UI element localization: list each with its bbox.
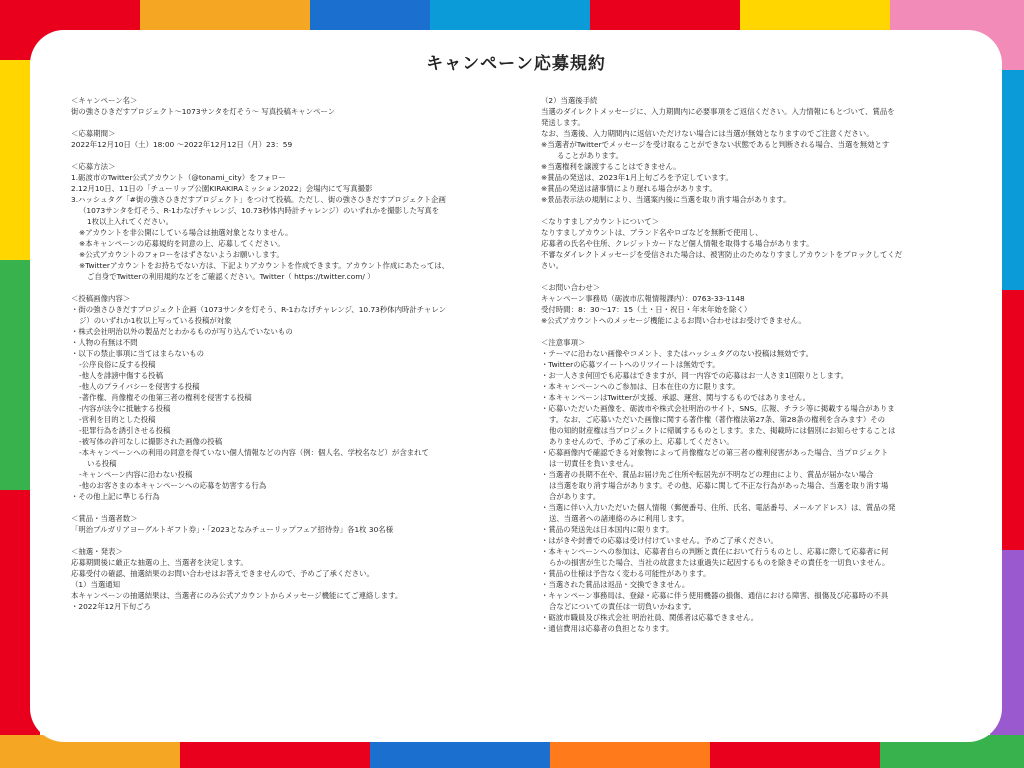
section-heading: ＜お問い合わせ＞ bbox=[541, 283, 601, 292]
section-heading: （2）当選後手続 bbox=[541, 96, 598, 105]
rules-line: ※アカウントを非公開にしている場合は抽選対象となりません。 bbox=[79, 228, 293, 237]
rules-line: ・はがきや封書での応募は受け付けていません。予めご了承ください。 bbox=[541, 536, 778, 545]
rules-line: -営利を目的とした投稿 bbox=[79, 415, 156, 424]
rules-line: ・その他上記に準じる行為 bbox=[71, 492, 160, 501]
rules-line: 発送します。 bbox=[541, 118, 585, 127]
rules-section bbox=[541, 95, 993, 205]
rules-line: いる投稿 bbox=[87, 459, 117, 468]
rules-line: 当選のダイレクトメッセージに、入力期間内に必要事項をご返信ください。入力情報にもとづいて、賞品を bbox=[541, 107, 895, 116]
rules-line: さい。 bbox=[541, 261, 564, 270]
rules-line: ・街の強さひきだすプロジェクト企画（1073サンタを灯そう、R-1わなげチャレンジ、10.73秒体内時計チャレン bbox=[71, 305, 446, 314]
rules-line: ジ）のいずれか1枚以上写っている投稿が対象 bbox=[79, 316, 232, 325]
rules-line: 街の強さひきだすプロジェクト～1073サンタを灯そう～ 写真投稿キャンペーン bbox=[71, 107, 336, 116]
rules-line: ご自身でTwitterの利用規約などをご確認ください。Twitter（ https://twitter.com/ ） bbox=[87, 272, 375, 281]
rules-line: -公序良俗に反する投稿 bbox=[79, 360, 156, 369]
rules-line: ※公式アカウントのフォローをはずさないようお願いします。 bbox=[79, 250, 284, 259]
section-heading: ＜応募方法＞ bbox=[71, 162, 116, 171]
rules-line: ・テーマに沿わない画像やコメント、またはハッシュタグのない投稿は無効です。 bbox=[541, 349, 814, 358]
rules-section bbox=[71, 95, 533, 117]
rules-section bbox=[71, 161, 533, 282]
rules-line: 送、当選者への諸連絡のみに利用します。 bbox=[549, 514, 689, 523]
rules-line: 受付時間：8：30～17：15（土・日・祝日・年末年始を除く） bbox=[541, 305, 752, 314]
rules-line: ・通信費用は応募者の負担となります。 bbox=[541, 624, 674, 633]
rules-line: ・以下の禁止事項に当てはまらないもの bbox=[71, 349, 205, 358]
rules-line: -本キャンペーンへの利用の同意を得ていない個人情報などの内容（例：個人名、学校名など）が含まれて bbox=[79, 448, 429, 457]
rules-line: ありませんので、予めご了承の上、応募してください。 bbox=[549, 437, 734, 446]
section-heading: ＜なりすましアカウントについて＞ bbox=[541, 217, 660, 226]
rules-line: ※公式アカウントへのメッセージ機能によるお問い合わせはお受けできません。 bbox=[541, 316, 806, 325]
background-shape bbox=[370, 740, 550, 768]
background-shape bbox=[550, 738, 710, 768]
rules-line: -内容が法令に抵触する投稿 bbox=[79, 404, 171, 413]
rules-line: ・キャンペーン事務局は、登録・応募に伴う使用機器の損傷、通信における障害、損傷及び応募時の不具 bbox=[541, 591, 889, 600]
rules-line: ・当選者の長期不在や、賞品お届け先ご住所や転居先が不明などの理由により、賞品が届かない場合 bbox=[541, 470, 874, 479]
rules-line: ・お一人さま何回でも応募はできますが、同一内容での応募はお一人さま1回限りとします。 bbox=[541, 371, 849, 380]
right-column bbox=[541, 95, 993, 634]
rules-line: ・本キャンペーンへの参加は、応募者自らの判断と責任において行うものとし、応募に際して応募者に何 bbox=[541, 547, 889, 556]
rules-line: ・本キャンペーンへのご参加は、日本在住の方に限ります。 bbox=[541, 382, 740, 391]
rules-line: ・2022年12月下旬ごろ bbox=[71, 602, 151, 611]
rules-line: は当選を取り消す場合があります。その他、応募に関して不正な行為があった場合、当選を取り消す場 bbox=[549, 481, 889, 490]
rules-line: -著作権、肖像権その他第三者の権利を侵害する投稿 bbox=[79, 393, 252, 402]
rules-line: ※本キャンペーンの応募規約を同意の上、応募してください。 bbox=[79, 239, 285, 248]
rules-line: ・当選された賞品は返品・交換できません。 bbox=[541, 580, 690, 589]
rules-line: ることがあります。 bbox=[557, 151, 623, 160]
rules-line: ※賞品の発送は諸事情により遅れる場合があります。 bbox=[541, 184, 717, 193]
rules-section bbox=[71, 513, 533, 535]
rules-line: なりすましアカウントは、ブランド名やロゴなどを無断で使用し、 bbox=[541, 228, 763, 237]
rules-section bbox=[541, 282, 993, 326]
rules-line: ・賞品の仕様は予告なく変わる可能性があります。 bbox=[541, 569, 711, 578]
rules-line: ※景品表示法の規制により、当選案内後に当選を取り消す場合があります。 bbox=[541, 195, 791, 204]
rules-line: 1枚以上入れてください。 bbox=[87, 217, 174, 226]
rules-line: ・賞品の発送先は日本国内に限ります。 bbox=[541, 525, 674, 534]
rules-line: -他人を誹謗中傷する投稿 bbox=[79, 371, 163, 380]
rules-line: -他人のプライバシーを侵害する投稿 bbox=[79, 382, 200, 391]
rules-line: 応募受付の確認、抽選結果のお問い合わせはお答えできませんので、予めご了承ください。 bbox=[71, 569, 374, 578]
background-shape bbox=[430, 0, 590, 30]
rules-line: 本キャンペーンの抽選結果は、当選者にのみ公式アカウントからメッセージ機能にてご連絡します。 bbox=[71, 591, 403, 600]
rules-line: ※当選者がTwitterでメッセージを受け取ることができない状態であると判断される場合、当選を無効とす bbox=[541, 140, 890, 149]
rules-line: は一切責任を負いません。 bbox=[549, 459, 639, 468]
rules-section bbox=[71, 128, 533, 150]
rules-section bbox=[541, 216, 993, 271]
rules-line: ※Twitterアカウントをお持ちでない方は、下記よりアカウントを作成できます。アカウント作成にあたっては、 bbox=[79, 261, 450, 270]
rules-section bbox=[71, 293, 533, 502]
rules-line: -他のお客さまの本キャンペーンへの応募を妨害する行為 bbox=[79, 481, 267, 490]
section-heading: ＜投稿画像内容＞ bbox=[71, 294, 131, 303]
rules-line: キャンペーン事務局（砺波市広報情報課内）：0763-33-1148 bbox=[541, 294, 745, 303]
rules-line: ・応募いただいた画像を、砺波市や株式会社明治のサイト、SNS、広報、チラシ等に掲載する場合がありま bbox=[541, 404, 895, 413]
rules-line: 不審なダイレクトメッセージを受信された場合は、被害防止のためなりすましアカウントをブロックしてくだ bbox=[541, 250, 903, 259]
rules-line: 2.12月10日、11日の「チューリップ公園KIRAKIRAミッション2022」会場内にて写真撮影 bbox=[71, 184, 373, 193]
rules-line: （1）当選通知 bbox=[71, 580, 121, 589]
rules-line: ・当選に伴い入力いただいた個人情報（郵便番号、住所、氏名、電話番号、メールアドレス）は、賞品の発 bbox=[541, 503, 896, 512]
rules-line: -キャンペーン内容に沿わない投稿 bbox=[79, 470, 193, 479]
rules-line: （1073サンタを灯そう、R-1わなげチャレンジ、10.73秒体内時計チャレンジ）のいずれかを撮影した写真を bbox=[79, 206, 440, 215]
rules-line: なお、当選後、入力期間内に返信いただけない場合には当選が無効となりますのでご注意ください。 bbox=[541, 129, 874, 138]
rules-line: 他の知的財産権は当プロジェクトに帰属するものとします。また、掲載時には個別にお知らせすることは bbox=[549, 426, 896, 435]
rules-line: ※当選権利を譲渡することはできません。 bbox=[541, 162, 681, 171]
section-heading: ＜応募期間＞ bbox=[71, 129, 116, 138]
rules-line: 「明治ブルガリアヨーグルトギフト券」・「2023となみチューリップフェア招待券」各1枚 30名様 bbox=[71, 525, 394, 534]
rules-line: す。なお、ご応募いただいた画像に関する著作権（著作権法第27条、第28条の権利を含みます）その bbox=[549, 415, 886, 424]
rules-line: らかの損害が生じた場合、当社の故意または重過失に起因するものを除きその責任を一切負いません。 bbox=[549, 558, 890, 567]
rules-line: ・応募画像内で確認できる対象物によって肖像権などの第三者の権利侵害があった場合、当プロジェクト bbox=[541, 448, 889, 457]
rules-line: 3.ハッシュタグ「#街の強さひきだすプロジェクト」をつけて投稿。ただし、街の強さひきだすプロジェクト企画 bbox=[71, 195, 446, 204]
rules-line: 1.砺波市のTwitter公式アカウント（@tonami_city）をフォロー bbox=[71, 173, 286, 182]
section-heading: ＜注意事項＞ bbox=[541, 338, 586, 347]
rules-line: 応募者の氏名や住所、クレジットカードなど個人情報を取得する場合があります。 bbox=[541, 239, 814, 248]
rules-line: ・砺波市職員及び株式会社 明治社員、関係者は応募できません。 bbox=[541, 613, 759, 622]
rules-section bbox=[71, 546, 533, 612]
section-heading: ＜賞品・当選者数＞ bbox=[71, 514, 138, 523]
rules-line: ・Twitterの応募ツイートへのリツイートは無効です。 bbox=[541, 360, 720, 369]
rules-card bbox=[30, 30, 1002, 742]
rules-line: ※賞品の発送は、2023年1月上旬ごろを予定しています。 bbox=[541, 173, 733, 182]
background-shape bbox=[180, 740, 370, 768]
rules-line: 応募期間後に厳正な抽選の上、当選者を決定します。 bbox=[71, 558, 248, 567]
rules-section bbox=[541, 337, 993, 634]
rules-line: ・本キャンペーンはTwitterが支援、承認、運営、関与するものではありません。 bbox=[541, 393, 810, 402]
section-heading: ＜キャンペーン名＞ bbox=[71, 96, 138, 105]
rules-line: -被写体の許可なしに撮影された画像の投稿 bbox=[79, 437, 223, 446]
rules-line: 合があります。 bbox=[549, 492, 601, 501]
rules-line: 2022年12月10日（土）18:00 ～2022年12月12日（月）23：59 bbox=[71, 140, 293, 149]
background-shape bbox=[710, 740, 880, 768]
rules-line: -犯罪行為を誘引させる投稿 bbox=[79, 426, 171, 435]
rules-line: ・株式会社明治以外の製品だとわかるものが写り込んでいないもの bbox=[71, 327, 293, 336]
page-title: キャンペーン応募規約 bbox=[426, 54, 606, 74]
rules-line: 合などについての責任は一切負いかねます。 bbox=[549, 602, 697, 611]
rules-line: ・人物の有無は不問 bbox=[71, 338, 138, 347]
section-heading: ＜抽選・発表＞ bbox=[71, 547, 123, 556]
left-column bbox=[71, 95, 533, 612]
